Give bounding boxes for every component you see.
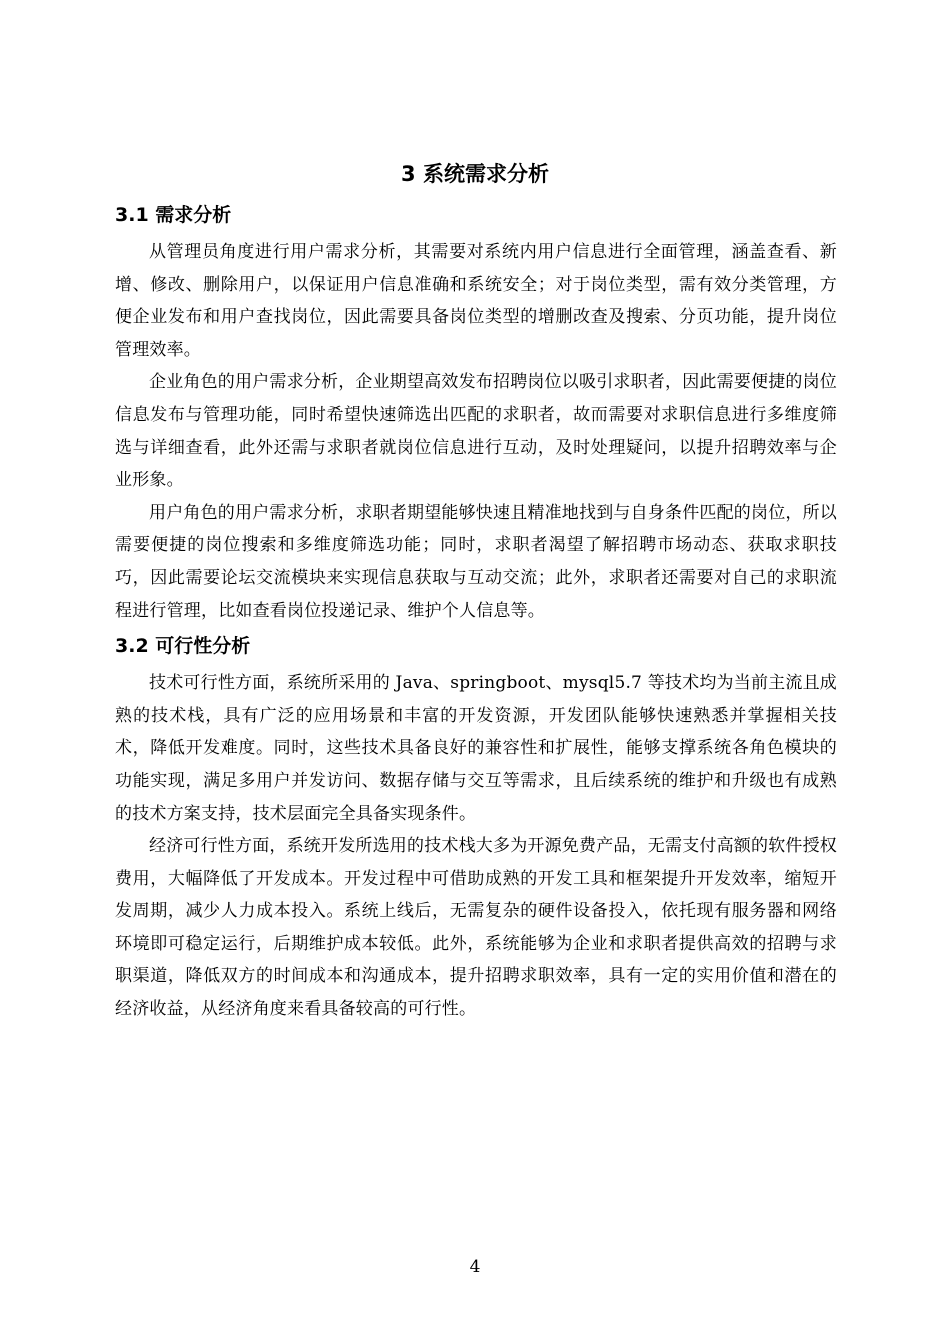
paragraph-admin-requirements: 从管理员角度进行用户需求分析，其需要对系统内用户信息进行全面管理，涵盖查看、新增、修改、删除用户，以保证用户信息准确和系统安全；对于岗位类型，需有效分类管理，方便企业发布和用户查找岗位，因此需要具备岗位类型的增删改查及搜索、分页功能，提升岗位管理效率。 bbox=[115, 242, 837, 360]
page-content bbox=[115, 200, 837, 1026]
paragraph-technical-feasibility: 技术可行性方面，系统所采用的 Java、springboot、mysql5.7 等技术均为当前主流且成熟的技术栈，具有广泛的应用场景和丰富的开发资源，开发团队能够快速熟悉并掌握相关技术，降低开发难度。同时，这些技术具备良好的兼容性和扩展性，能够支撑系统各角色模块的功能实现，满足多用户并发访问、数据存储与交互等需求，且后续系统的维护和升级也有成熟的技术方案支持，技术层面完全具备实现条件。 bbox=[115, 673, 837, 824]
section-feasibility-analysis bbox=[115, 631, 837, 1026]
paragraph-user-requirements: 用户角色的用户需求分析，求职者期望能够快速且精准地找到与自身条件匹配的岗位，所以需要便捷的岗位搜索和多维度筛选功能；同时，求职者渴望了解招聘市场动态、获取求职技巧，因此需要论坛交流模块来实现信息获取与互动交流；此外，求职者还需要对自己的求职流程进行管理，比如查看岗位投递记录、维护个人信息等。 bbox=[115, 502, 837, 621]
section-heading: 3.1 需求分析 bbox=[115, 204, 232, 226]
section-requirements-analysis bbox=[115, 200, 837, 627]
page-number: 4 bbox=[469, 1257, 481, 1277]
paragraph-economic-feasibility: 经济可行性方面，系统开发所选用的技术栈大多为开源免费产品，无需支付高额的软件授权费用，大幅降低了开发成本。开发过程中可借助成熟的开发工具和框架提升开发效率，缩短开发周期，减少人力成本投入。系统上线后，无需复杂的硬件设备投入，依托现有服务器和网络环境即可稳定运行，后期维护成本较低。此外，系统能够为企业和求职者提供高效的招聘与求职渠道，降低双方的时间成本和沟通成本，提升招聘求职效率，具有一定的实用价值和潜在的经济收益，从经济角度来看具备较高的可行性。 bbox=[115, 836, 837, 1020]
paragraph-enterprise-requirements: 企业角色的用户需求分析，企业期望高效发布招聘岗位以吸引求职者，因此需要便捷的岗位信息发布与管理功能，同时希望快速筛选出匹配的求职者，故而需要对求职信息进行多维度筛选与详细查看，此外还需与求职者就岗位信息进行互动，及时处理疑问，以提升招聘效率与企业形象。 bbox=[115, 372, 837, 491]
section-heading: 3.2 可行性分析 bbox=[115, 635, 251, 658]
chapter-title: 3 系统需求分析 bbox=[401, 162, 549, 186]
